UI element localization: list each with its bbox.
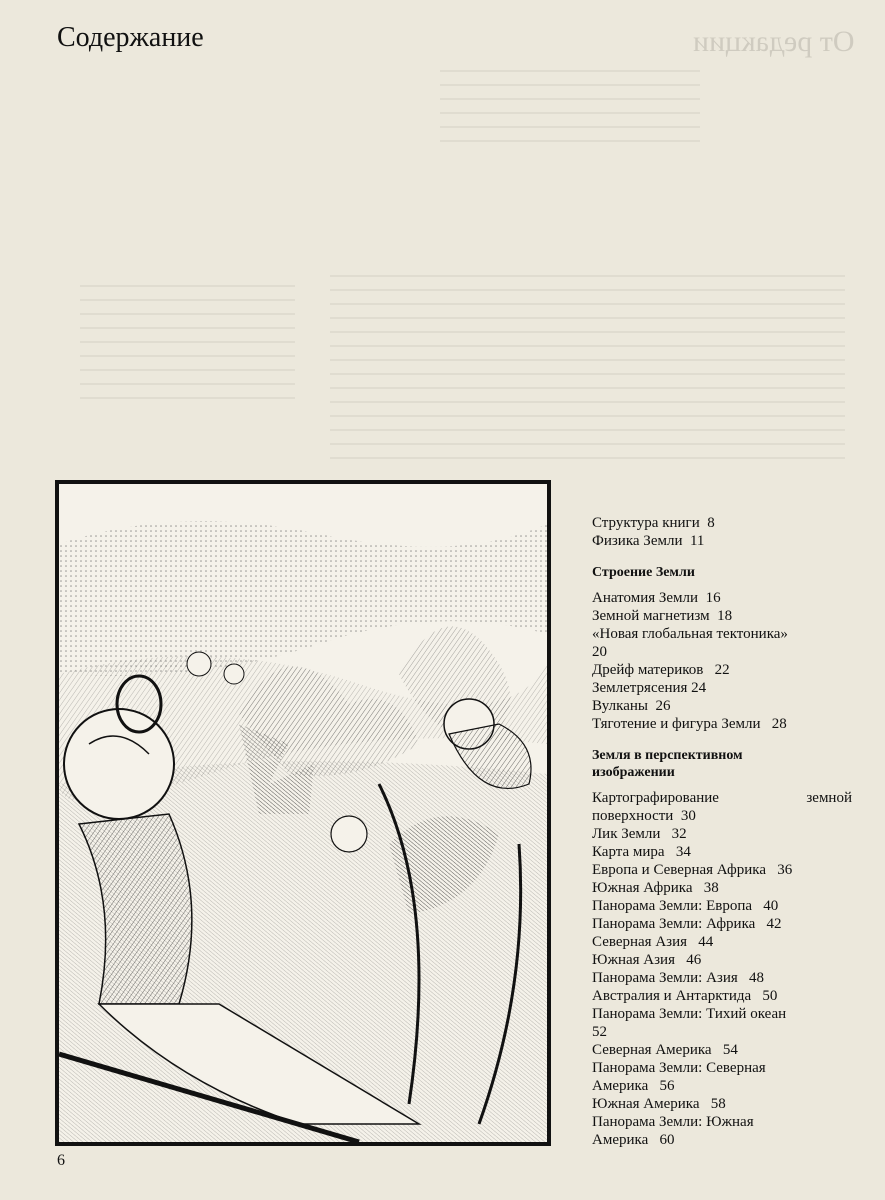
toc-entry[interactable]: Лик Земли 32 (592, 826, 687, 842)
toc-entry[interactable]: Северная Америка 54 (592, 1042, 738, 1058)
toc-entry[interactable]: «Новая глобальная тектоника» 20 (592, 626, 788, 660)
toc-entry[interactable]: Картографирование земной поверхности 30 (592, 790, 852, 824)
toc-entry[interactable]: Тяготение и фигура Земли 28 (592, 716, 787, 732)
toc-entry[interactable]: Австралия и Антарктида 50 (592, 988, 778, 1004)
bleed-through-text (80, 285, 295, 405)
harvest-illustration (55, 480, 551, 1146)
toc-entry[interactable]: Анатомия Земли 16 (592, 590, 721, 606)
page-title: Содержание (57, 22, 204, 53)
section-heading-structure: Строение Земли (592, 565, 695, 580)
section-heading-perspective: Земля в перспективном изображении (592, 748, 743, 780)
toc-entry[interactable]: Земной магнетизм 18 (592, 608, 733, 624)
toc-entry[interactable]: Структура книги 8 (592, 515, 715, 531)
toc-entry[interactable]: Землетрясения 24 (592, 680, 707, 696)
toc-entry[interactable]: Южная Африка 38 (592, 880, 719, 896)
toc-entry[interactable]: Северная Азия 44 (592, 934, 714, 950)
toc-entry[interactable]: Физика Земли 11 (592, 533, 705, 549)
toc-entry[interactable]: Дрейф материков 22 (592, 662, 730, 678)
bleed-through-text (440, 70, 700, 150)
toc-entry[interactable]: Вулканы 26 (592, 698, 671, 714)
toc-entry[interactable]: Карта мира 34 (592, 844, 691, 860)
toc-entry[interactable]: Панорама Земли: Тихий океан 52 (592, 1006, 787, 1040)
harvest-scene-drawing (59, 484, 547, 1142)
bleed-through-title: От редакции (693, 25, 855, 58)
toc-entry[interactable]: Панорама Земли: Европа 40 (592, 898, 779, 914)
bleed-through-text (330, 275, 845, 465)
toc-entry[interactable]: Южная Азия 46 (592, 952, 702, 968)
toc-entry[interactable]: Панорама Земли: Африка 42 (592, 916, 782, 932)
toc-entry[interactable]: Панорама Земли: Южная Америка 60 (592, 1114, 754, 1148)
toc-entry[interactable]: Панорама Земли: Азия 48 (592, 970, 765, 986)
toc-entry[interactable]: Южная Америка 58 (592, 1096, 726, 1112)
toc-entry[interactable]: Панорама Земли: Северная Америка 56 (592, 1060, 766, 1094)
page-number: 6 (57, 1152, 65, 1169)
toc-entry[interactable]: Европа и Северная Африка 36 (592, 862, 793, 878)
table-of-contents (592, 514, 852, 1149)
